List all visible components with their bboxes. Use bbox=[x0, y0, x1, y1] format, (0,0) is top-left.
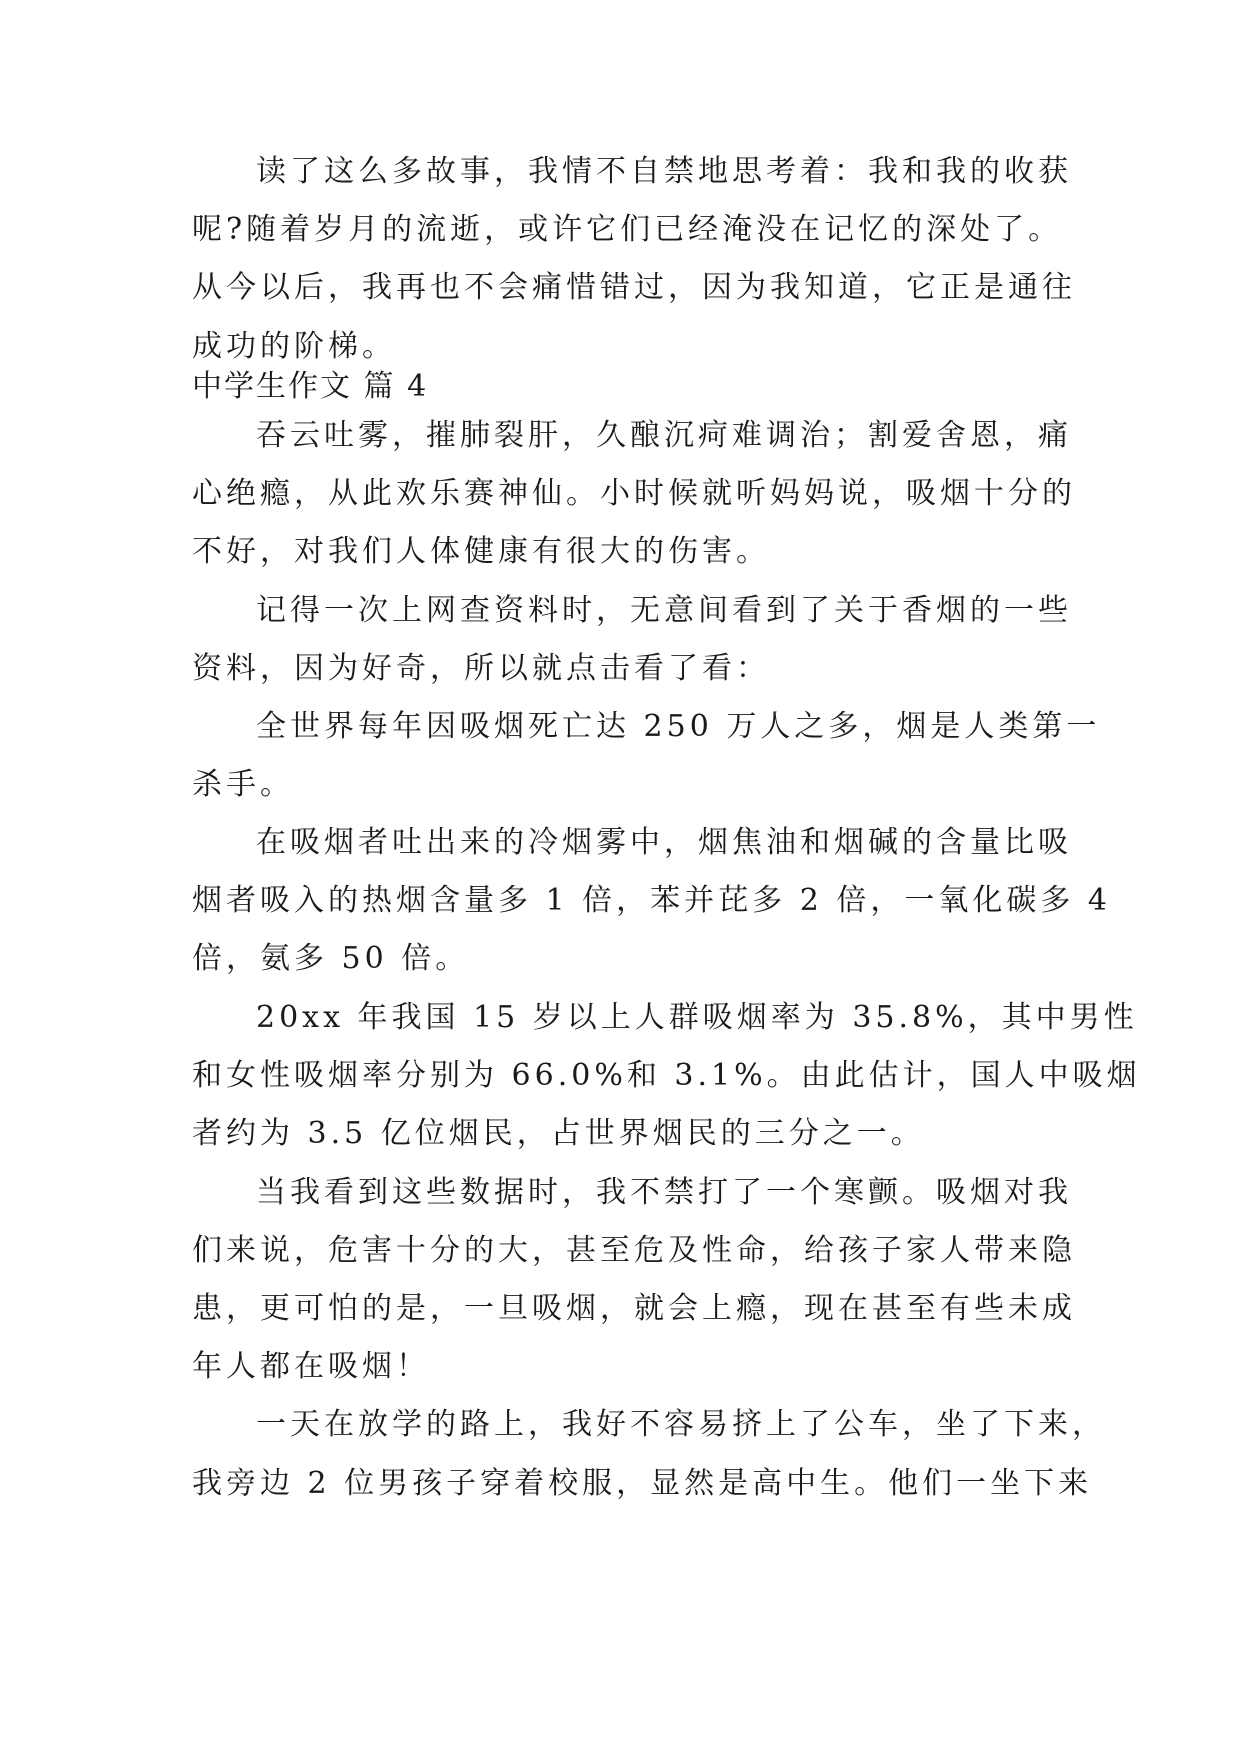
text-line: 患，更可怕的是，一旦吸烟，就会上瘾，现在甚至有些未成 bbox=[192, 1291, 1076, 1326]
text-line: 从今以后，我再也不会痛惜错过，因为我知道，它正是通往 bbox=[192, 270, 1076, 305]
text-line: 们来说，危害十分的大，甚至危及性命，给孩子家人带来隐 bbox=[192, 1233, 1076, 1268]
text-line: 呢?随着岁月的流逝，或许它们已经淹没在记忆的深处了。 bbox=[192, 212, 1063, 247]
text-line: 心绝瘾，从此欢乐赛神仙。小时候就听妈妈说，吸烟十分的 bbox=[192, 476, 1076, 511]
text-line: 吞云吐雾，摧肺裂肝，久酿沉疴难调治；割爱舍恩，痛 bbox=[256, 418, 1072, 453]
text-line: 杀手。 bbox=[192, 767, 294, 802]
text-line: 倍，氨多 50 倍。 bbox=[192, 941, 470, 976]
text-line: 不好，对我们人体健康有很大的伤害。 bbox=[192, 534, 770, 569]
text-line: 在吸烟者吐出来的冷烟雾中，烟焦油和烟碱的含量比吸 bbox=[256, 825, 1072, 860]
text-line: 年人都在吸烟！ bbox=[192, 1349, 430, 1384]
text-line: 一天在放学的路上，我好不容易挤上了公车，坐了下来， bbox=[256, 1407, 1106, 1442]
text-line: 读了这么多故事，我情不自禁地思考着：我和我的收获 bbox=[256, 154, 1072, 189]
text-line: 我旁边 2 位男孩子穿着校服，显然是高中生。他们一坐下来 bbox=[192, 1466, 1093, 1501]
text-line: 烟者吸入的热烟含量多 1 倍，苯并芘多 2 倍，一氧化碳多 4 bbox=[192, 883, 1111, 918]
text-line: 和女性吸烟率分别为 66.0%和 3.1%。由此估计，国人中吸烟 bbox=[192, 1058, 1141, 1093]
text-line: 20xx 年我国 15 岁以上人群吸烟率为 35.8%，其中男性 bbox=[256, 1000, 1138, 1035]
text-line: 记得一次上网查资料时，无意间看到了关于香烟的一些 bbox=[256, 593, 1072, 628]
section-heading: 中学生作文 篇 4 bbox=[192, 369, 429, 404]
text-line: 当我看到这些数据时，我不禁打了一个寒颤。吸烟对我 bbox=[256, 1175, 1072, 1210]
text-line: 资料，因为好奇，所以就点击看了看： bbox=[192, 651, 770, 686]
text-line: 成功的阶梯。 bbox=[192, 329, 396, 364]
text-line: 者约为 3.5 亿位烟民，占世界烟民的三分之一。 bbox=[192, 1116, 925, 1151]
text-line: 全世界每年因吸烟死亡达 250 万人之多，烟是人类第一 bbox=[256, 709, 1101, 744]
